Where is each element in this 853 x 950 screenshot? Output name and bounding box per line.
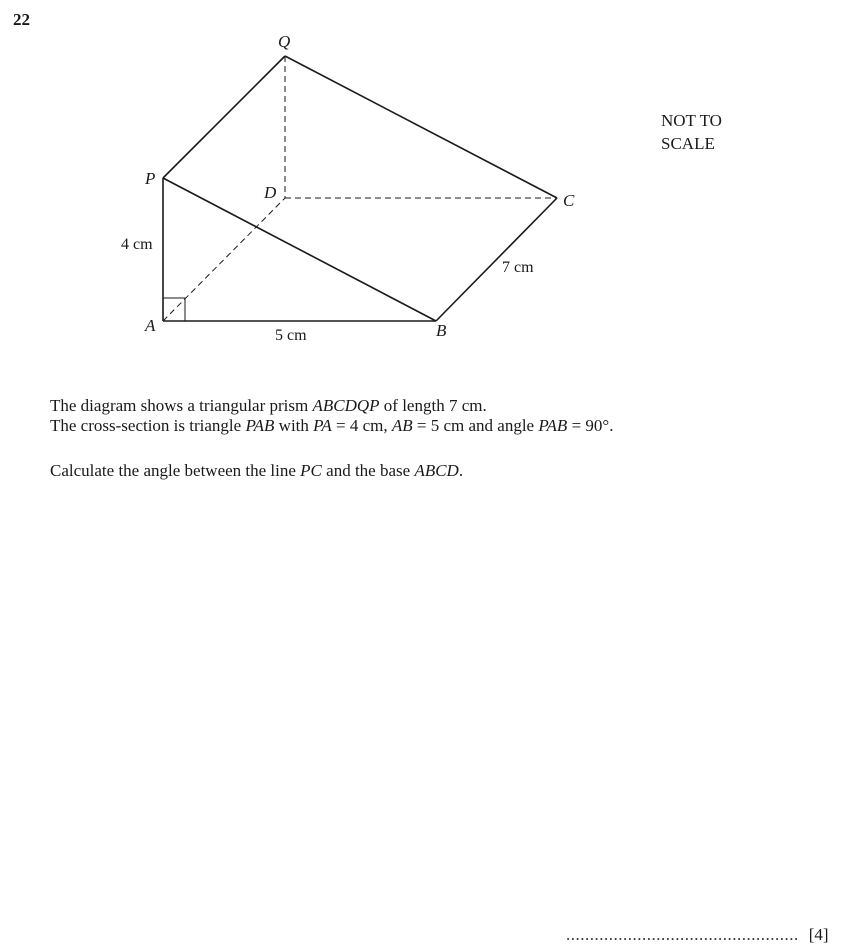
edge-PQ: [163, 56, 285, 178]
question-text-line-1: The diagram shows a triangular prism ABCDQP of length 7 cm.: [50, 396, 487, 415]
vertex-label-P: P: [145, 169, 156, 188]
question-text-line-2: The cross-section is triangle PAB with PA = 4 cm, AB = 5 cm and angle PAB = 90°.: [50, 416, 614, 435]
edge-AD-hidden: [163, 198, 285, 321]
measure-ab: 5 cm: [275, 327, 307, 344]
not-to-scale-note: [661, 109, 722, 155]
vertex-label-A: A: [145, 316, 156, 335]
measure-bc: 7 cm: [502, 259, 534, 276]
answer-line: [566, 925, 829, 945]
vertex-label-B: B: [436, 321, 447, 340]
vertex-label-C: C: [563, 191, 575, 210]
question-instruction: Calculate the angle between the line PC and the base ABCD.: [50, 461, 464, 480]
measure-pa: 4 cm: [121, 236, 153, 253]
answer-dots[interactable]: .................................................: [566, 925, 799, 944]
not-to-scale-line-1: NOT TO: [661, 111, 722, 130]
question-number: 22: [13, 10, 30, 29]
prism-diagram: [0, 0, 853, 380]
not-to-scale-line-2: SCALE: [661, 134, 715, 153]
edge-PB: [163, 178, 436, 321]
edge-BC: [436, 198, 557, 321]
vertex-label-Q: Q: [278, 32, 291, 51]
marks-label: [4]: [808, 925, 829, 944]
edge-QC: [285, 56, 557, 198]
vertex-label-D: D: [264, 183, 277, 202]
